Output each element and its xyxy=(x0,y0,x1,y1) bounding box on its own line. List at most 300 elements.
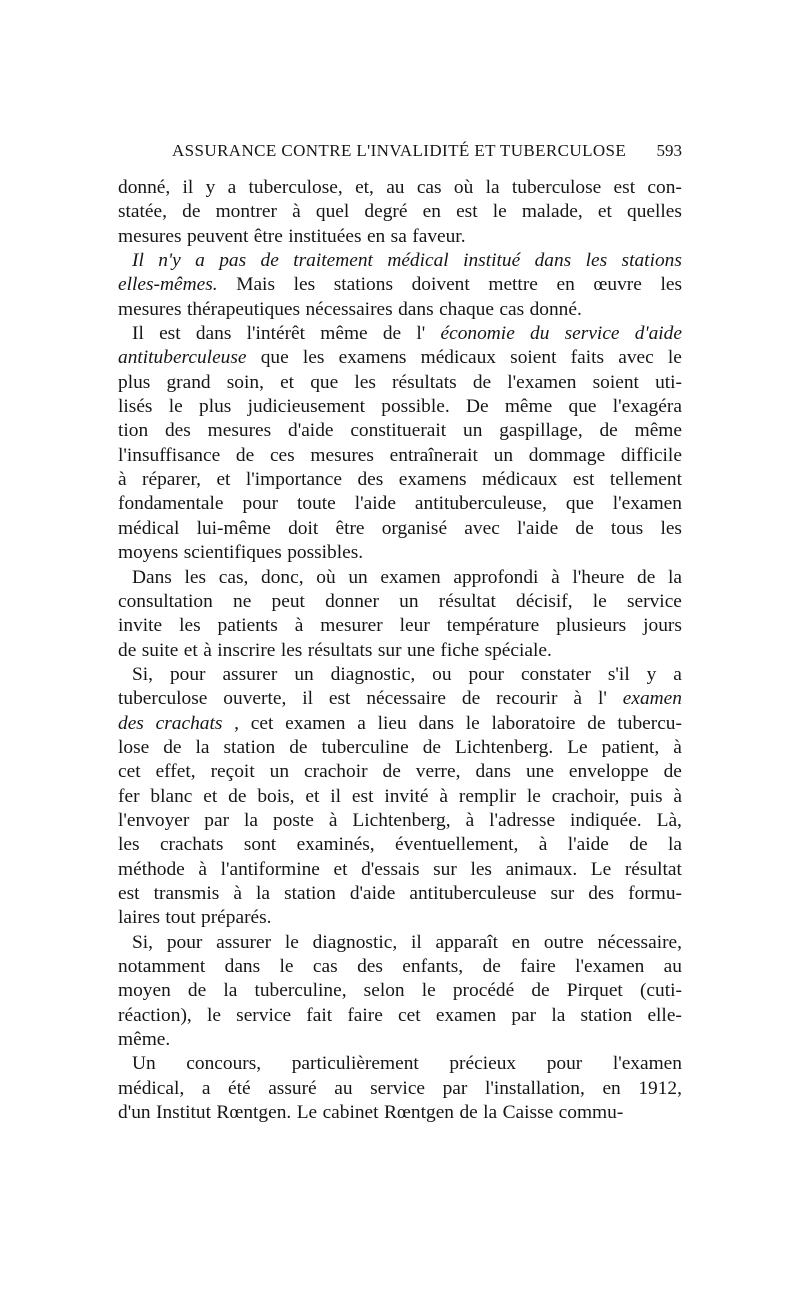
word: leur xyxy=(399,615,430,637)
word: service xyxy=(370,1077,426,1099)
paragraph xyxy=(118,176,682,249)
word: moyens xyxy=(118,542,179,564)
word: l'importance xyxy=(245,469,342,491)
word: d'aide xyxy=(349,882,396,904)
word: n'y xyxy=(158,250,181,272)
word: a xyxy=(227,177,237,198)
word: service xyxy=(564,323,620,345)
word: diagnostic, xyxy=(330,663,416,685)
word: l'heure xyxy=(572,566,625,588)
word: les xyxy=(179,615,201,637)
word: a xyxy=(673,663,682,685)
paragraph xyxy=(118,663,682,931)
text-line xyxy=(118,1052,682,1076)
word: à xyxy=(292,201,301,223)
word: (cuti- xyxy=(639,980,682,1002)
word: fiche xyxy=(440,639,480,661)
word: que xyxy=(310,371,339,393)
word: d'aide xyxy=(288,420,334,442)
word: a xyxy=(357,712,366,734)
word: cas xyxy=(416,177,442,198)
word: peut xyxy=(271,590,305,612)
word: de xyxy=(382,323,402,345)
word: Mais xyxy=(236,274,275,296)
word: tuberculose xyxy=(118,688,208,710)
word: le xyxy=(279,956,294,977)
word: enfants, xyxy=(402,956,464,977)
word: de xyxy=(587,712,606,734)
word: la xyxy=(668,566,682,588)
word: mesurer xyxy=(320,615,383,637)
word: quel xyxy=(315,201,350,223)
word: et xyxy=(216,469,231,491)
word: une xyxy=(525,761,554,783)
word: Lichtenberg, xyxy=(352,809,451,831)
word: examen xyxy=(380,566,441,588)
word: à xyxy=(673,785,682,807)
word: Le xyxy=(567,736,588,758)
text-line xyxy=(118,590,682,614)
word: quelles xyxy=(627,201,682,223)
word: l'aide xyxy=(354,493,396,515)
word: l'aide xyxy=(567,834,609,856)
word: cas xyxy=(499,298,525,320)
word: invité xyxy=(384,785,429,807)
word: les xyxy=(184,566,207,588)
word: service xyxy=(627,590,682,612)
word: soin, xyxy=(226,371,264,393)
word: la xyxy=(483,1102,498,1124)
word: à xyxy=(573,688,583,710)
word: l'intérêt xyxy=(246,323,306,345)
text-line xyxy=(118,176,682,200)
word: d'aide xyxy=(634,323,682,345)
word: ou xyxy=(432,663,452,685)
word: commu- xyxy=(558,1102,624,1124)
word: a xyxy=(201,1077,211,1099)
word: l' xyxy=(597,688,607,710)
word: malade, xyxy=(521,201,583,223)
word: indiquée. xyxy=(570,809,642,831)
word: organisé xyxy=(381,517,448,539)
text-line xyxy=(118,785,682,809)
word: sa xyxy=(390,225,407,247)
text-line xyxy=(118,371,682,395)
word: diagnostic, xyxy=(312,931,398,953)
word: examens xyxy=(398,469,467,491)
word: spéciale. xyxy=(484,639,552,661)
word: selon xyxy=(363,980,405,1002)
word: laboratoire xyxy=(491,712,576,734)
word: en xyxy=(511,931,531,953)
word: station xyxy=(580,1004,633,1026)
word: examen xyxy=(285,712,346,734)
word: des xyxy=(118,712,144,734)
paragraph xyxy=(118,566,682,663)
word: Institut xyxy=(156,1102,211,1124)
word: tellement xyxy=(609,469,682,491)
text-line xyxy=(118,906,682,930)
word: que xyxy=(260,347,289,369)
word: pour xyxy=(166,931,203,953)
word: tous xyxy=(610,517,644,539)
word: crachoir, xyxy=(551,785,620,807)
word: de xyxy=(461,688,481,710)
text-line xyxy=(118,833,682,857)
word: la xyxy=(256,882,271,904)
text-line xyxy=(118,566,682,590)
word: bois, xyxy=(257,785,295,807)
word: toute xyxy=(297,493,336,515)
word: pour xyxy=(242,493,279,515)
word: inscrire xyxy=(217,639,276,661)
word: donner xyxy=(325,590,379,612)
word: un xyxy=(399,590,419,612)
word: blanc xyxy=(150,785,193,807)
word: éventuellement, xyxy=(395,834,519,856)
word: en xyxy=(556,274,575,296)
word: en xyxy=(602,1077,621,1099)
text-line xyxy=(118,712,682,736)
word: de xyxy=(163,736,182,758)
text-line xyxy=(118,1101,682,1125)
word: de xyxy=(228,785,247,807)
word: de xyxy=(459,1102,478,1124)
word: l'exagéra xyxy=(612,396,682,418)
word: formu- xyxy=(628,882,682,904)
word: même xyxy=(320,323,368,345)
text-line xyxy=(118,663,682,687)
word: enveloppe xyxy=(568,761,649,783)
text-line xyxy=(118,225,682,249)
word: de xyxy=(235,444,255,466)
word: médicaux xyxy=(482,469,558,491)
text-line xyxy=(118,541,682,565)
word: à xyxy=(118,469,127,491)
word: Caisse xyxy=(502,1102,554,1124)
word: poste xyxy=(272,809,314,831)
word: des xyxy=(357,956,383,977)
word: entraînerait xyxy=(389,444,478,466)
word: dans xyxy=(224,956,261,977)
word: tion xyxy=(118,420,149,442)
text-line xyxy=(118,200,682,224)
word: la xyxy=(668,834,682,856)
word: même xyxy=(504,396,553,418)
word: de xyxy=(629,834,648,856)
word: Rœntgen. xyxy=(216,1102,292,1124)
word: décisif, xyxy=(516,590,573,612)
word: l'installation, xyxy=(484,1077,585,1099)
word: sont xyxy=(243,834,277,856)
text-line xyxy=(118,1028,682,1052)
word: les xyxy=(470,858,492,880)
word: l'examen xyxy=(612,493,682,515)
text-line xyxy=(118,979,682,1003)
word: que xyxy=(568,396,597,418)
word: fondamentale xyxy=(118,493,224,515)
word: assurer xyxy=(216,931,272,953)
word: en xyxy=(366,225,386,247)
word: été xyxy=(228,1077,251,1099)
word: d'essais xyxy=(361,858,420,880)
word: lisés xyxy=(118,396,153,418)
word: Le xyxy=(296,1102,318,1124)
word: où xyxy=(453,177,474,198)
word: et xyxy=(203,785,218,807)
word: faits xyxy=(570,347,605,369)
word: uti- xyxy=(655,371,682,393)
word: et xyxy=(183,639,198,661)
word: dommage xyxy=(528,444,606,466)
word: les xyxy=(354,371,376,393)
word: de xyxy=(575,517,594,539)
word: crachats xyxy=(159,834,224,856)
word: de xyxy=(118,639,137,661)
word: un xyxy=(269,761,290,783)
word: y xyxy=(205,177,216,198)
word: cabinet xyxy=(322,1102,379,1124)
word: sur xyxy=(377,639,402,661)
word: con- xyxy=(647,177,682,198)
text-line xyxy=(118,298,682,322)
word: concours, xyxy=(186,1053,262,1075)
paragraph xyxy=(118,1052,682,1125)
word: nécessaire, xyxy=(597,931,682,953)
word: a xyxy=(195,250,205,272)
word: l'examen xyxy=(507,371,577,393)
word: approfondi xyxy=(453,566,539,588)
word: l'antiformine xyxy=(220,858,320,880)
word: même. xyxy=(118,1029,171,1051)
word: il xyxy=(410,931,422,953)
word: méthode xyxy=(118,858,185,880)
word: reçoit xyxy=(210,761,255,783)
word: l'adresse xyxy=(489,809,556,831)
word: d'un xyxy=(118,1102,151,1124)
word: Un xyxy=(132,1053,156,1075)
word: de xyxy=(482,956,501,977)
text-line xyxy=(118,736,682,760)
word: précieux xyxy=(449,1053,517,1075)
word: particulièrement xyxy=(291,1053,419,1075)
word: doit xyxy=(288,517,319,539)
word: outre xyxy=(543,931,584,953)
word: est xyxy=(351,785,374,807)
word: est xyxy=(328,688,351,710)
word: donné, xyxy=(118,177,171,198)
text-line xyxy=(118,882,682,906)
word: de xyxy=(637,566,656,588)
word: montrer xyxy=(215,201,277,223)
word: des xyxy=(588,882,615,904)
text-line xyxy=(118,395,682,419)
word: faveur. xyxy=(412,225,466,247)
word: examens xyxy=(338,347,407,369)
word: est xyxy=(456,201,478,223)
word: les xyxy=(585,250,608,272)
word: antituberculeuse xyxy=(409,882,537,904)
word: institué xyxy=(463,250,521,272)
word: un xyxy=(463,420,483,442)
word: moyen xyxy=(118,980,171,1002)
word: transmis xyxy=(153,882,220,904)
word: cas xyxy=(312,956,338,977)
word: gaspillage, xyxy=(499,420,583,442)
paragraph xyxy=(118,249,682,322)
word: plus xyxy=(199,396,232,418)
word: patient, xyxy=(601,736,660,758)
word: à xyxy=(551,566,560,588)
text-line xyxy=(118,346,682,370)
word: il xyxy=(302,688,313,710)
paragraph xyxy=(118,322,682,565)
word: pour xyxy=(169,663,206,685)
word: de xyxy=(182,201,201,223)
word: mettre xyxy=(488,274,538,296)
word: de xyxy=(599,420,618,442)
word: plusieurs xyxy=(556,615,627,637)
word: de xyxy=(187,980,207,1002)
word: nécessaire xyxy=(366,688,447,710)
word: constater xyxy=(520,663,591,685)
word: et xyxy=(305,785,320,807)
word: le xyxy=(592,590,607,612)
word: par xyxy=(204,809,230,831)
word: pour xyxy=(468,663,505,685)
word: à xyxy=(233,882,242,904)
word: où xyxy=(316,566,336,588)
word: de xyxy=(663,761,682,783)
word: service xyxy=(236,1004,292,1026)
text-line xyxy=(118,687,682,711)
text-line xyxy=(118,760,682,784)
word: constituerait xyxy=(350,420,447,442)
word: y xyxy=(646,663,657,685)
word: à xyxy=(328,809,338,831)
word: stations xyxy=(333,274,393,296)
word: les xyxy=(280,639,303,661)
text-line xyxy=(118,639,682,663)
word: au xyxy=(386,177,405,198)
word: cet xyxy=(250,712,274,734)
word: Pirquet xyxy=(566,980,623,1002)
word: pas xyxy=(219,250,247,272)
text-line xyxy=(118,444,682,468)
word: l'examen xyxy=(575,956,645,977)
word: faire xyxy=(520,956,556,977)
word: résultat xyxy=(624,858,682,880)
word: jours xyxy=(643,615,682,637)
word: verre, xyxy=(415,761,461,783)
text-line xyxy=(118,419,682,443)
word: la xyxy=(223,980,238,1002)
word: possibles. xyxy=(287,542,364,564)
word: est xyxy=(613,177,636,198)
word: Si, xyxy=(132,663,154,685)
word: médical xyxy=(387,250,449,272)
word: Là, xyxy=(656,809,682,831)
word: ouverte, xyxy=(223,688,287,710)
text-line xyxy=(118,1077,682,1101)
word: il xyxy=(182,177,194,198)
word: crachoir xyxy=(304,761,368,783)
page-body xyxy=(118,176,682,1125)
text-line xyxy=(118,955,682,979)
word: réaction), xyxy=(118,1004,192,1026)
word: Il xyxy=(132,250,144,272)
word: est xyxy=(159,323,181,345)
text-line xyxy=(118,1004,682,1028)
word: à xyxy=(294,615,304,637)
word: degré xyxy=(364,201,408,223)
word: de xyxy=(382,761,401,783)
word: les xyxy=(660,517,682,539)
word: avec xyxy=(464,517,500,539)
word: le xyxy=(421,980,436,1002)
word: cet xyxy=(398,1004,421,1026)
word: et xyxy=(280,371,295,393)
word: et xyxy=(597,201,612,223)
text-line xyxy=(118,614,682,638)
word: à xyxy=(538,834,548,856)
word: station xyxy=(223,736,276,758)
word: température xyxy=(446,615,540,637)
word: le xyxy=(168,396,183,418)
word: le xyxy=(284,931,299,953)
word: avec xyxy=(618,347,654,369)
word: notamment xyxy=(118,956,206,977)
word: s'il xyxy=(607,663,630,685)
word: assurer xyxy=(222,663,278,685)
word: donné. xyxy=(529,298,582,320)
word: Le xyxy=(590,858,612,880)
word: scientifiques xyxy=(183,542,282,564)
word: procédé xyxy=(452,980,515,1002)
word: résultats xyxy=(392,371,457,393)
word: à xyxy=(673,736,682,758)
word: nécessaires xyxy=(305,298,393,320)
word: économie xyxy=(440,323,515,345)
word: Lichtenberg. xyxy=(455,736,554,758)
word: cet xyxy=(118,761,141,783)
word: de xyxy=(260,250,279,272)
word: mesures xyxy=(118,225,182,247)
word: elle- xyxy=(647,1004,682,1026)
word: donc, xyxy=(261,566,304,588)
word: soient xyxy=(510,347,557,369)
text-line xyxy=(118,517,682,541)
word: mesures xyxy=(207,420,272,442)
word: grand xyxy=(166,371,211,393)
word: un xyxy=(294,663,314,685)
word: Dans xyxy=(132,566,172,588)
word: dans xyxy=(475,761,511,783)
word: en xyxy=(422,201,441,223)
word: les xyxy=(118,834,140,856)
word: tuberculose, xyxy=(248,177,343,198)
word: au xyxy=(334,1077,353,1099)
text-line xyxy=(118,858,682,882)
word: Rœntgen xyxy=(383,1102,455,1124)
text-line xyxy=(118,468,682,492)
word: Il xyxy=(132,323,144,345)
word: de xyxy=(422,736,442,758)
word: au xyxy=(663,956,682,977)
word: tuberculose xyxy=(511,177,602,198)
word: médicaux xyxy=(420,347,496,369)
word: dans xyxy=(195,323,232,345)
